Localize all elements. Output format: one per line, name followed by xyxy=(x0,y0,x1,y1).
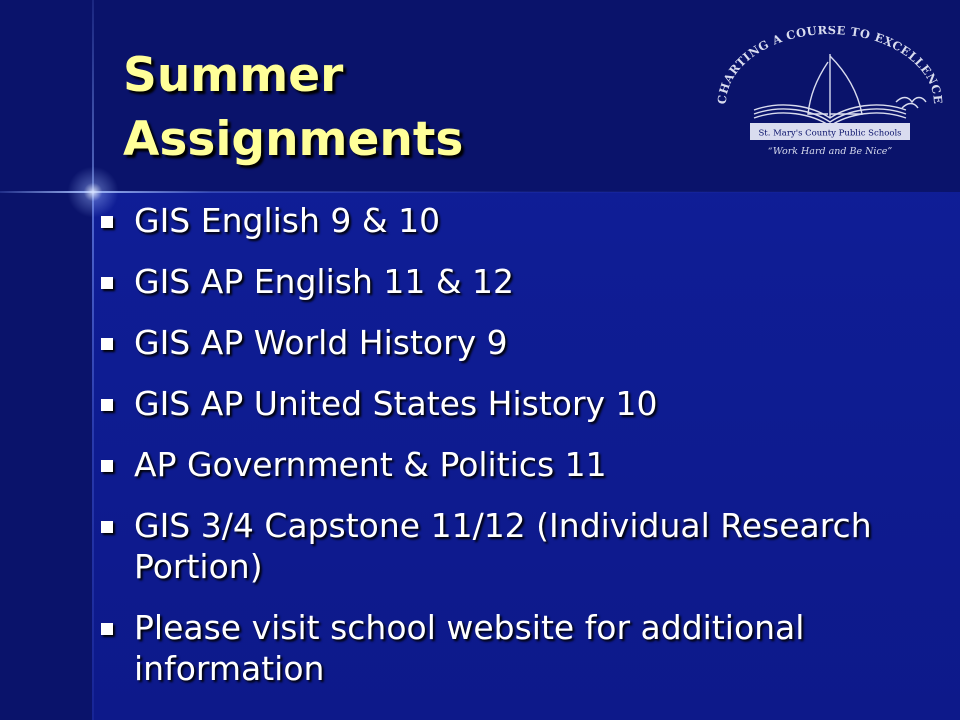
list-item-text: GIS 3/4 Capstone 11/12 (Individual Research Portion) xyxy=(134,506,872,586)
slide-title-line-1: Summer xyxy=(123,48,344,103)
bullet-icon xyxy=(101,521,113,533)
list-item-text: GIS AP United States History 10 xyxy=(134,384,658,423)
slide-title-line-2: Assignments xyxy=(123,112,464,167)
list-item xyxy=(98,607,948,689)
bullet-icon xyxy=(101,216,113,228)
bullet-icon xyxy=(101,399,113,411)
bullet-icon xyxy=(101,460,113,472)
bullet-list xyxy=(98,200,948,709)
list-item xyxy=(98,322,948,363)
list-item-text: Please visit school website for additional information xyxy=(134,608,805,688)
logo-arc-text: CHARTING A COURSE TO EXCELLENCE xyxy=(714,26,946,105)
slide-title xyxy=(123,44,463,172)
left-band xyxy=(0,0,92,720)
bullet-icon xyxy=(101,338,113,350)
list-item xyxy=(98,261,948,302)
logo-motto: “Work Hard and Be Nice” xyxy=(767,146,893,157)
bullet-icon xyxy=(101,623,113,635)
list-item-text: GIS English 9 & 10 xyxy=(134,201,441,240)
vertical-accent-line xyxy=(92,0,94,720)
list-item xyxy=(98,505,948,587)
logo-banner-text: St. Mary's County Public Schools xyxy=(758,128,902,139)
horizontal-accent-line xyxy=(0,191,960,193)
school-logo xyxy=(712,26,948,166)
bullet-icon xyxy=(101,277,113,289)
sailboat-book-icon xyxy=(754,54,926,126)
list-item xyxy=(98,444,948,485)
list-item-text: GIS AP World History 9 xyxy=(134,323,508,362)
list-item-text: GIS AP English 11 & 12 xyxy=(134,262,515,301)
list-item-text: AP Government & Politics 11 xyxy=(134,445,607,484)
list-item xyxy=(98,200,948,241)
list-item xyxy=(98,383,948,424)
